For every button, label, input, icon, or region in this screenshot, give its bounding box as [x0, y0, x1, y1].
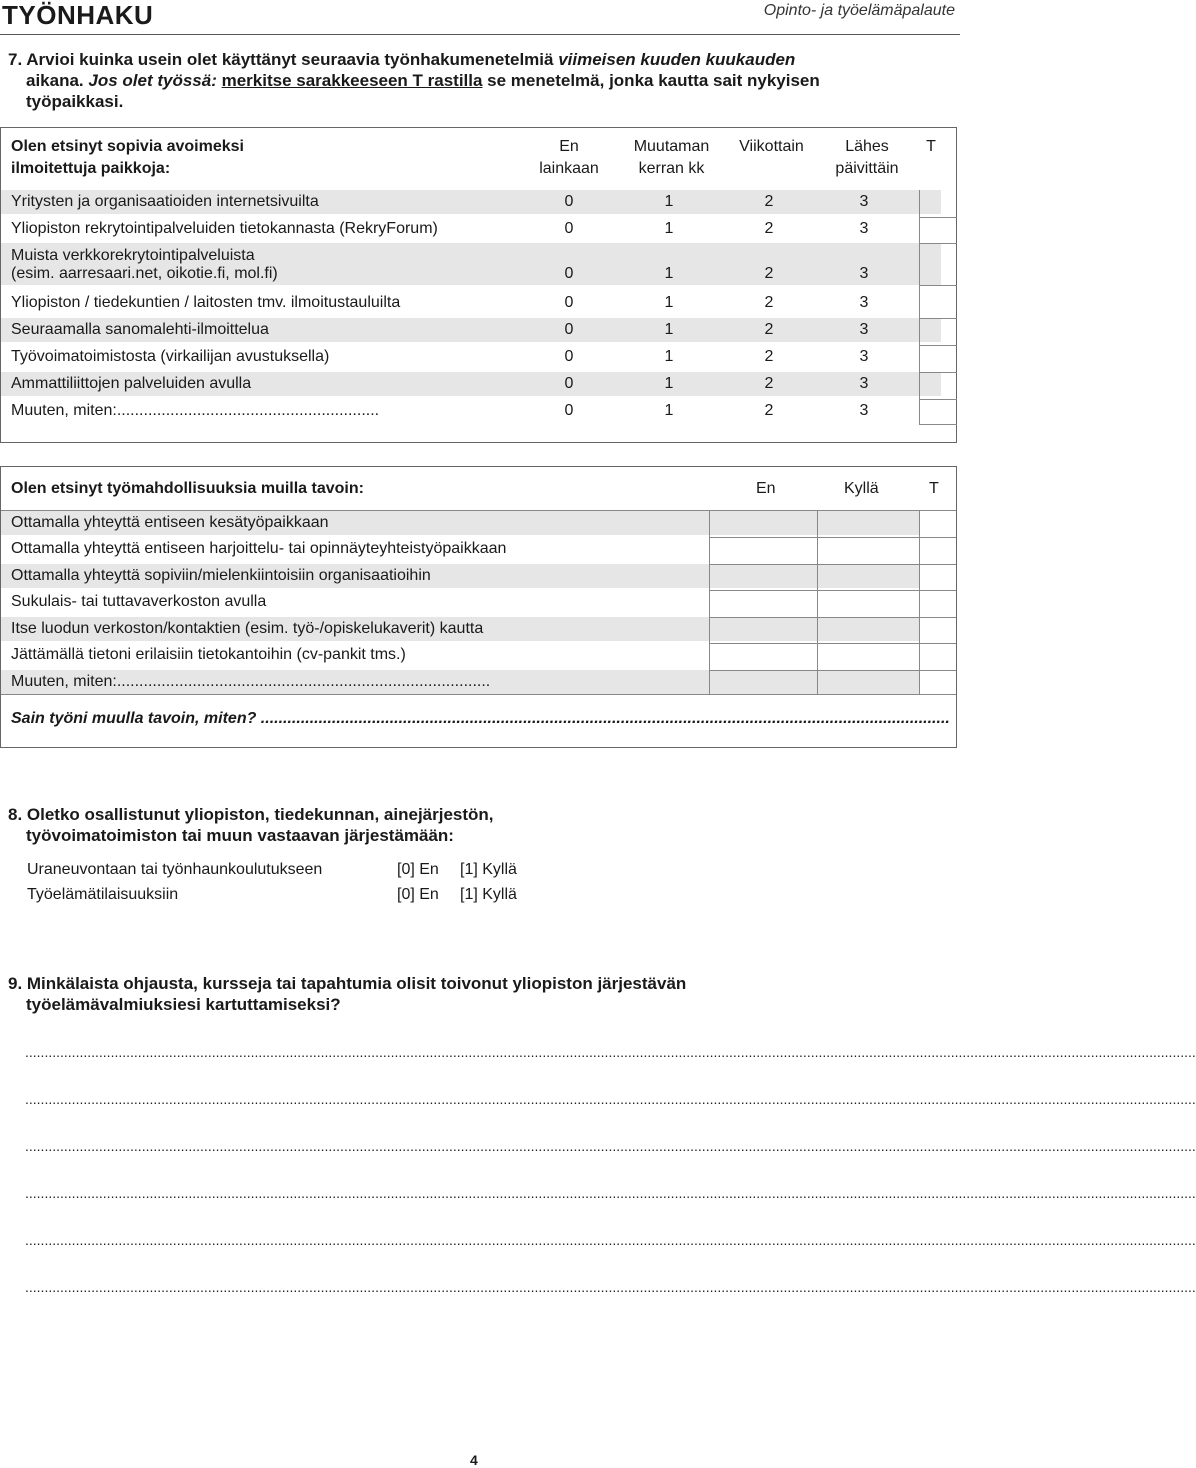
- col-weekly: Viikottain: [739, 138, 804, 155]
- table-row: Itse luodun verkoston/kontaktien (esim. työ-/opiskelukaverit) kautta: [1, 617, 919, 641]
- page-number: 4: [470, 1452, 478, 1468]
- answer-line[interactable]: .............................................................................................................................................................................................................................................................................................................: [25, 1044, 1196, 1060]
- option-0[interactable]: 0: [564, 220, 574, 237]
- table-row: Ottamalla yhteyttä sopiviin/mielenkiintoisiin organisaatioihin: [1, 564, 919, 588]
- cell-divider: [709, 537, 956, 538]
- table-row: Muista verkkorekrytointipalveluista (esim. aarresaari.net, oikotie.fi, mol.fi) 0 1 2 3: [1, 243, 941, 285]
- cell-divider: [709, 617, 956, 618]
- got-job-other-way-field[interactable]: Sain työni muulla tavoin, miten? ...........................................................................................................................................................: [11, 710, 950, 727]
- option-2[interactable]: 2: [764, 375, 774, 392]
- col-t: T: [926, 138, 936, 155]
- q8-option-yes[interactable]: [1] Kyllä: [460, 861, 517, 878]
- table2-footer-divider: [1, 694, 956, 695]
- header-divider: [0, 34, 960, 35]
- option-2[interactable]: 2: [764, 220, 774, 237]
- col-almost-daily: Lähes päivittäin: [835, 138, 899, 177]
- option-1[interactable]: 1: [664, 220, 674, 237]
- table-row: Sukulais- tai tuttavaverkoston avulla: [11, 593, 267, 610]
- answer-line[interactable]: .............................................................................................................................................................................................................................................................................................................: [25, 1279, 1196, 1295]
- option-2[interactable]: 2: [764, 294, 774, 311]
- table-row: [1, 670, 919, 694]
- option-0[interactable]: 0: [564, 321, 574, 338]
- cell-divider: [709, 564, 956, 565]
- table-row: Yritysten ja organisaatioiden internetsivuilta 0 1 2 3: [1, 190, 941, 214]
- q8-option-no[interactable]: [0] En: [397, 861, 439, 878]
- q8-question: 8. Oletko osallistunut yliopiston, tiedekunnan, ainejärjestön, työvoimatoimiston tai muun vastaavan järjestämään:: [8, 805, 494, 845]
- option-1[interactable]: 1: [664, 375, 674, 392]
- other-method-field[interactable]: Muuten, miten:...........................................................: [11, 402, 380, 419]
- other-methods-table: [0, 466, 957, 748]
- option-2[interactable]: 2: [764, 402, 774, 419]
- cell-divider: [709, 643, 956, 644]
- option-1[interactable]: 1: [664, 402, 674, 419]
- table1-header: Olen etsinyt sopivia avoimeksi ilmoitettuja paikkoja:: [11, 138, 244, 177]
- option-1[interactable]: 1: [664, 193, 674, 210]
- table-row: Yliopiston rekrytointipalveluiden tietokannasta (RekryForum) 0 1 2 3: [1, 217, 941, 241]
- option-1[interactable]: 1: [664, 265, 674, 282]
- option-3[interactable]: 3: [859, 321, 869, 338]
- option-1[interactable]: 1: [664, 321, 674, 338]
- col-no: En: [756, 480, 776, 497]
- t-cell-divider: [919, 372, 957, 373]
- option-3[interactable]: 3: [859, 265, 869, 282]
- table-row: Ammattiliittojen palveluiden avulla 0 1 2 3: [1, 372, 941, 396]
- answer-line[interactable]: .............................................................................................................................................................................................................................................................................................................: [25, 1232, 1196, 1248]
- frequency-table: [0, 127, 957, 443]
- option-2[interactable]: 2: [764, 193, 774, 210]
- col-few-times-month: Muutaman kerran kk: [633, 138, 710, 177]
- option-2[interactable]: 2: [764, 321, 774, 338]
- table-row: Jättämällä tietoni erilaisiin tietokantoihin (cv-pankit tms.): [11, 646, 406, 663]
- option-0[interactable]: 0: [564, 294, 574, 311]
- option-2[interactable]: 2: [764, 265, 774, 282]
- table-row: Ottamalla yhteyttä entiseen harjoittelu- tai opinnäyteyhteistyöpaikkaan: [11, 540, 507, 557]
- t-cell-divider: [919, 243, 957, 244]
- table-row: Yliopiston / tiedekuntien / laitosten tmv. ilmoitustauluilta 0 1 2 3: [1, 291, 941, 315]
- q8-option-no[interactable]: [0] En: [397, 886, 439, 903]
- q9-question: 9. Minkälaista ohjausta, kursseja tai tapahtumia olisit toivonut yliopiston järjestävän työelämävalmiuksiesi kartuttamiseksi?: [8, 974, 687, 1014]
- t-column-border: [919, 190, 920, 424]
- cell-divider: [709, 670, 956, 671]
- option-0[interactable]: 0: [564, 265, 574, 282]
- table-row: [1, 399, 941, 423]
- cell-divider: [709, 590, 956, 591]
- option-1[interactable]: 1: [664, 348, 674, 365]
- option-0[interactable]: 0: [564, 375, 574, 392]
- option-3[interactable]: 3: [859, 348, 869, 365]
- option-1[interactable]: 1: [664, 294, 674, 311]
- option-0[interactable]: 0: [564, 348, 574, 365]
- option-0[interactable]: 0: [564, 402, 574, 419]
- table-row: Seuraamalla sanomalehti-ilmoittelua 0 1 2 3: [1, 318, 941, 342]
- option-3[interactable]: 3: [859, 402, 869, 419]
- t-cell-divider: [919, 285, 957, 286]
- option-0[interactable]: 0: [564, 193, 574, 210]
- col-t: T: [929, 480, 939, 497]
- option-2[interactable]: 2: [764, 348, 774, 365]
- page-subtitle: Opinto- ja työelämäpalaute: [763, 2, 955, 19]
- t-cell-divider: [919, 424, 957, 425]
- col-never: En lainkaan: [539, 138, 599, 177]
- option-3[interactable]: 3: [859, 294, 869, 311]
- other-way-field[interactable]: Muuten, miten:....................................................................................: [11, 673, 491, 690]
- option-3[interactable]: 3: [859, 375, 869, 392]
- q8-option-yes[interactable]: [1] Kyllä: [460, 886, 517, 903]
- q8-item-label: Työelämätilaisuuksiin: [27, 886, 179, 903]
- option-3[interactable]: 3: [859, 220, 869, 237]
- t-cell-divider: [919, 217, 957, 218]
- col-yes: Kyllä: [844, 480, 879, 497]
- option-3[interactable]: 3: [859, 193, 869, 210]
- answer-line[interactable]: .............................................................................................................................................................................................................................................................................................................: [25, 1185, 1196, 1201]
- q8-item-label: Uraneuvontaan tai työnhaunkoulutukseen: [27, 861, 323, 878]
- table-row: Ottamalla yhteyttä entiseen kesätyöpaikkaan: [1, 511, 919, 535]
- table2-header: Olen etsinyt työmahdollisuuksia muilla tavoin:: [11, 480, 364, 497]
- table-row: Työvoimatoimistosta (virkailijan avustuksella) 0 1 2 3: [1, 345, 941, 369]
- answer-line[interactable]: .............................................................................................................................................................................................................................................................................................................: [25, 1138, 1196, 1154]
- t-cell-divider: [919, 318, 957, 319]
- table2-header-divider: [1, 510, 956, 511]
- answer-line[interactable]: .............................................................................................................................................................................................................................................................................................................: [25, 1091, 1196, 1107]
- page-title: TYÖNHAKU: [2, 0, 154, 30]
- t-cell-divider: [919, 345, 957, 346]
- t-cell-divider: [919, 399, 957, 400]
- q7-question: 7. Arvioi kuinka usein olet käyttänyt seuraavia työnhakumenetelmiä viimeisen kuuden kuukauden aikana. Jos olet työssä: merkitse sarakkeeseen T rastilla se menetelmä, jonka kautta sait nykyisen työpaikkasi.: [8, 50, 820, 111]
